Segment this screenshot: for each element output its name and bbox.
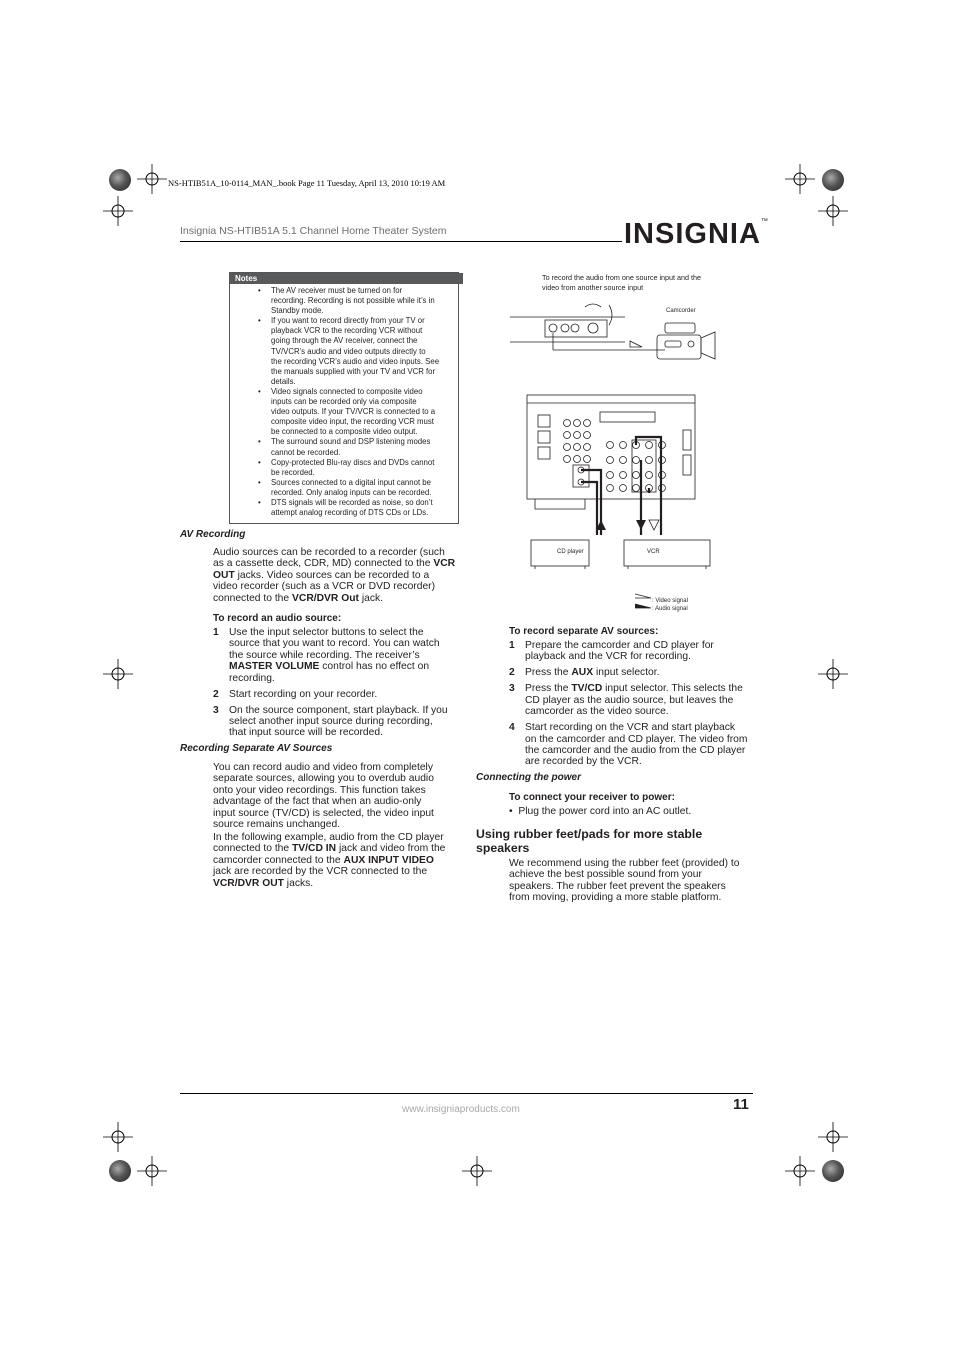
running-header-title: Insignia NS-HTIB51A 5.1 Channel Home Theater System xyxy=(180,225,447,237)
step-item xyxy=(509,640,747,663)
registration-mark-icon xyxy=(103,1122,133,1152)
text-line: inputs can be recorded only via composite xyxy=(271,397,417,407)
step-text xyxy=(525,667,747,678)
note-item xyxy=(230,316,454,387)
step-item xyxy=(213,627,448,684)
text-line: connected to the VCR/DVR Out jack. xyxy=(213,592,383,604)
step-text xyxy=(525,640,747,663)
registration-mark-icon xyxy=(137,1156,167,1186)
registration-mark-icon xyxy=(103,196,133,226)
step-item xyxy=(509,722,747,768)
registration-mark-icon xyxy=(785,1156,815,1186)
text-line: • Video signals connected to composite video xyxy=(271,386,423,396)
footer-rule xyxy=(180,1093,753,1094)
record-audio-steps xyxy=(213,627,448,743)
separate-sources-paragraph-1 xyxy=(213,762,434,830)
book-info-line: NS-HTIB51A_10-0114_MAN_.book Page 11 Tuesday, April 13, 2010 10:19 AM xyxy=(168,178,446,188)
text-line: playback and the VCR for recording. xyxy=(525,651,691,663)
color-target-icon xyxy=(822,1160,844,1182)
rubber-feet-paragraph xyxy=(509,858,739,904)
step-text xyxy=(229,627,448,684)
text-line: that input source will be recorded. xyxy=(229,727,383,739)
text-line: • The AV receiver must be turned on for xyxy=(271,286,403,295)
text-line: as a cassette deck, CDR, MD) connected to the VCR xyxy=(213,558,456,570)
text-line: Use the input selector buttons to select the xyxy=(229,627,424,638)
text-line: • Copy-protected Blu-ray discs and DVDs cannot xyxy=(271,457,435,467)
text-line: recording. Recording is not possible while it’s in xyxy=(271,296,435,306)
record-av-heading: To record separate AV sources: xyxy=(509,626,659,637)
text-line: Start recording on your recorder. xyxy=(229,688,378,700)
step-number: 2 xyxy=(509,667,515,679)
text-line: camcorder connected to the AUX INPUT VIDEO xyxy=(213,854,434,866)
step-number: 3 xyxy=(213,704,219,716)
notes-box xyxy=(229,272,459,524)
text-line: on the camcorder and CD player. The video from xyxy=(525,733,748,745)
text-line: • If you want to record directly from your TV or xyxy=(271,316,425,326)
registration-mark-icon xyxy=(103,659,133,689)
note-item xyxy=(230,286,454,316)
notes-list xyxy=(230,286,454,518)
text-line: Audio sources can be recorded to a recorder (such xyxy=(213,547,445,558)
text-line: be recorded. xyxy=(271,467,315,477)
registration-mark-icon xyxy=(137,164,167,194)
av-recording-paragraph xyxy=(213,547,455,604)
text-line: source remains unchanged. xyxy=(213,819,341,831)
step-item xyxy=(213,705,448,739)
text-line: camcorder as the video source. xyxy=(525,706,669,718)
text-line: are recorded by the VCR. xyxy=(525,756,642,768)
text-line: advantage of the fact that when an audio-only xyxy=(213,796,422,808)
text-line: • Sources connected to a digital input cannot be xyxy=(271,477,431,487)
text-line: To record the audio from one source input and the xyxy=(542,273,702,282)
text-line: On the source component, start playback. If you xyxy=(229,704,448,716)
step-number: 4 xyxy=(509,722,515,734)
separate-sources-heading: Recording Separate AV Sources xyxy=(180,743,333,754)
separate-sources-paragraph-2 xyxy=(213,832,445,889)
note-item xyxy=(230,498,454,518)
text-line: Prepare the camcorder and CD player for xyxy=(525,640,714,651)
step-number: 3 xyxy=(509,683,515,695)
text-line: Using rubber feet/pads for more stable xyxy=(476,827,703,841)
text-line: speakers xyxy=(476,841,530,855)
text-line: recording. xyxy=(229,672,275,684)
step-text xyxy=(525,683,747,717)
step-item xyxy=(213,689,448,700)
text-line: recorded. Only analog inputs can be recorded. xyxy=(271,487,432,497)
connecting-power-heading: Connecting the power xyxy=(476,772,581,783)
registration-mark-icon xyxy=(818,1122,848,1152)
note-item xyxy=(230,458,454,478)
step-text xyxy=(229,705,448,739)
text-line: be connected to a composite video output. xyxy=(271,427,418,437)
text-line: We recommend using the rubber feet (provided) to xyxy=(509,858,740,869)
notes-heading: Notes xyxy=(230,273,463,284)
text-line: speakers. The rubber feet prevent the speakers xyxy=(509,880,726,892)
text-line: MASTER VOLUME control has no effect on xyxy=(229,661,430,673)
text-line: Standby mode. xyxy=(271,306,324,316)
step-number: 2 xyxy=(213,688,219,700)
text-line: from moving, providing a more stable platform. xyxy=(509,892,722,904)
note-item xyxy=(230,387,454,437)
text-line: achieve the best possible sound from your xyxy=(509,869,702,881)
registration-mark-icon xyxy=(818,659,848,689)
text-line: the camcorder and the audio from the CD player xyxy=(525,745,746,757)
legend-audio-label: : Audio signal xyxy=(652,606,688,612)
registration-mark-icon xyxy=(462,1156,492,1186)
text-line: connected to the TV/CD IN jack and video from the xyxy=(213,843,446,855)
rubber-feet-heading xyxy=(476,827,702,855)
registration-mark-icon xyxy=(818,196,848,226)
text-line: In the following example, audio from the CD player xyxy=(213,832,444,843)
text-line: OUT jacks. Video sources can be recorded to a xyxy=(213,569,430,581)
text-line: • The surround sound and DSP listening modes xyxy=(271,437,431,447)
record-audio-heading: To record an audio source: xyxy=(213,613,342,624)
note-item xyxy=(230,478,454,498)
text-line: You can record audio and video from completely xyxy=(213,762,433,773)
step-text xyxy=(525,722,747,768)
text-line: CD player as the audio source, but leaves the xyxy=(525,694,734,706)
diagram-caption xyxy=(542,273,701,293)
text-line: select another input source during recording, xyxy=(229,716,433,728)
legend-video-label: : Video signal xyxy=(652,598,688,604)
text-line: jack are recorded by the VCR connected to the xyxy=(213,866,428,878)
text-line: composite video input, the recording VCR must xyxy=(271,417,434,427)
text-line: • DTS signals will be recorded as noise, so don’t xyxy=(271,497,433,507)
cd-player-label: CD player xyxy=(557,549,584,555)
page-number: 11 xyxy=(733,1096,749,1113)
insignia-logo: INSIGNIA™ xyxy=(624,218,769,250)
color-target-icon xyxy=(109,169,131,191)
step-item xyxy=(509,683,747,717)
text-line: TV/VCR’s audio and video outputs directly to xyxy=(271,346,426,356)
power-bullet: • Plug the power cord into an AC outlet. xyxy=(509,806,692,817)
step-text xyxy=(229,689,448,700)
step-number: 1 xyxy=(213,627,219,638)
text-line: input source (TV/CD) is selected, the video input xyxy=(213,807,434,819)
vcr-label: VCR xyxy=(647,549,660,555)
color-target-icon xyxy=(109,1160,131,1182)
text-line: onto your video recordings. This function takes xyxy=(213,784,426,796)
text-line: video from another source input xyxy=(542,283,644,292)
connection-diagram xyxy=(505,295,730,620)
text-line: playback VCR to the recording VCR without xyxy=(271,326,423,336)
text-line: video recorder (such as a VCR or DVD recorder) xyxy=(213,581,436,593)
text-line: attempt analog recording of DTS CDs or LDs. xyxy=(271,508,429,518)
record-av-steps xyxy=(509,640,747,772)
text-line: the source while recording. The receiver’s xyxy=(229,649,420,661)
text-line: details. xyxy=(271,376,296,386)
color-target-icon xyxy=(822,169,844,191)
text-line: Press the TV/CD input selector. This selects the xyxy=(525,683,743,695)
text-line: separate sources, allowing you to overdub audio xyxy=(213,773,434,785)
footer-url: www.insigniaproducts.com xyxy=(402,1104,520,1115)
text-line: cannot be recorded. xyxy=(271,447,341,457)
text-line: VCR/DVR OUT jacks. xyxy=(213,877,314,889)
av-recording-heading: AV Recording xyxy=(180,529,246,540)
header-rule xyxy=(180,241,622,242)
text-line: the recording VCR’s audio and video inputs. See xyxy=(271,356,440,366)
registration-mark-icon xyxy=(785,164,815,194)
text-line: going through the AV receiver, connect the xyxy=(271,336,418,346)
text-line: video outputs. If your TV/VCR is connected to a xyxy=(271,407,436,417)
text-line: source that you want to record. You can watch xyxy=(229,638,440,650)
text-line: Press the AUX input selector. xyxy=(525,667,660,679)
note-item xyxy=(230,437,454,457)
text-line: the manuals supplied with your TV and VCR for xyxy=(271,366,436,376)
connect-power-subheading: To connect your receiver to power: xyxy=(509,792,675,803)
step-item xyxy=(509,667,747,678)
step-number: 1 xyxy=(509,640,515,651)
text-line: Start recording on the VCR and start playback xyxy=(525,722,736,734)
camcorder-label: Camcorder xyxy=(666,308,696,314)
